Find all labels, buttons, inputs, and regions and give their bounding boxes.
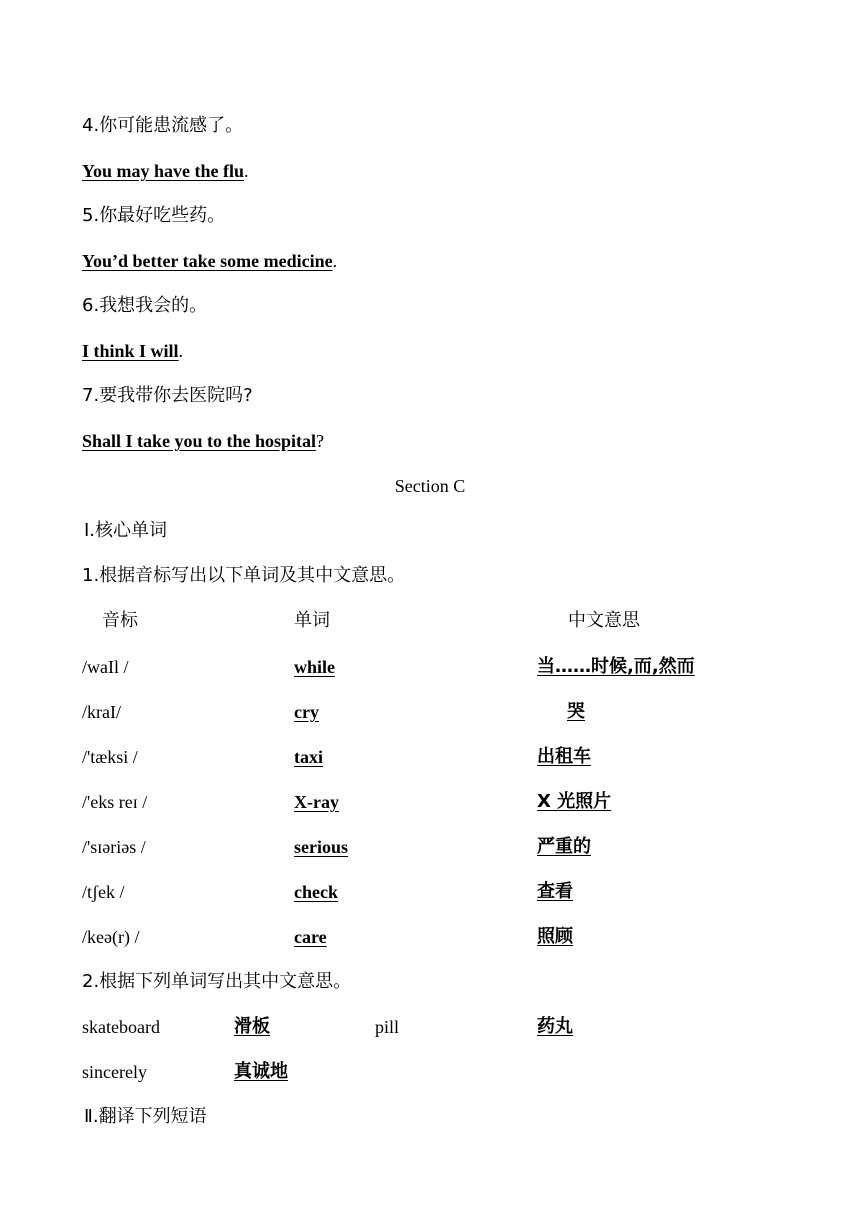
q2-meaning: 药丸 bbox=[537, 1016, 573, 1037]
sentence-5-end: . bbox=[332, 251, 338, 271]
sentence-5-prompt: 5.你最好吃些药。 bbox=[82, 205, 226, 226]
vocab-word: X-ray bbox=[294, 792, 339, 812]
vocab-phonetic: /keə(r) / bbox=[82, 927, 140, 947]
vocab-meaning: 当……时候,而,然而 bbox=[537, 656, 695, 677]
vocab-word: serious bbox=[294, 837, 348, 857]
q2-meaning: 真诚地 bbox=[234, 1061, 288, 1082]
vocab-phonetic: /'sɪəriəs / bbox=[82, 837, 146, 857]
vocab-meaning: 哭 bbox=[567, 701, 585, 722]
vocab-phonetic: /'tæksi / bbox=[82, 747, 138, 767]
vocab-meaning: X 光照片 bbox=[537, 791, 612, 812]
sentence-4-answer-line bbox=[82, 159, 249, 183]
q2-word: skateboard bbox=[82, 1017, 160, 1037]
section-title: Section C bbox=[394, 476, 466, 496]
vocab-phonetic: /tʃek / bbox=[82, 882, 125, 902]
q2-word: sincerely bbox=[82, 1062, 147, 1082]
sentence-7-answer-line bbox=[82, 429, 324, 453]
vocab-phonetic: /'eks reɪ / bbox=[82, 792, 148, 812]
part2-title: Ⅱ.翻译下列短语 bbox=[84, 1106, 207, 1127]
sentence-4-answer: You may have the flu bbox=[82, 161, 245, 181]
vocab-word: care bbox=[294, 927, 327, 947]
sentence-4-end: . bbox=[244, 161, 249, 181]
header-word: 单词 bbox=[294, 610, 330, 631]
sentence-5-answer-line bbox=[82, 249, 337, 273]
q2-meaning: 滑板 bbox=[234, 1016, 270, 1037]
vocab-phonetic: /waIl / bbox=[82, 657, 129, 677]
part1-title: Ⅰ.核心单词 bbox=[84, 520, 168, 541]
sentence-6-answer: I think I will bbox=[82, 341, 179, 361]
vocab-word: taxi bbox=[294, 747, 323, 767]
q2-word: pill bbox=[375, 1017, 400, 1037]
vocab-meaning: 出租车 bbox=[537, 746, 591, 767]
vocab-phonetic: /kraI/ bbox=[82, 702, 121, 722]
sentence-7-answer: Shall I take you to the hospital bbox=[82, 431, 317, 451]
q2-title: 2.根据下列单词写出其中文意思。 bbox=[82, 971, 352, 992]
sentence-4-prompt: 4.你可能患流感了。 bbox=[82, 115, 244, 136]
vocab-meaning: 照顾 bbox=[537, 926, 573, 947]
header-phonetic: 音标 bbox=[102, 610, 138, 631]
vocab-word: while bbox=[294, 657, 336, 677]
sentence-7-end: ? bbox=[316, 431, 325, 451]
sentence-6-end: . bbox=[178, 341, 184, 361]
vocab-word: cry bbox=[294, 702, 319, 722]
vocab-word: check bbox=[294, 882, 338, 902]
sentence-7-prompt: 7.要我带你去医院吗? bbox=[82, 385, 253, 406]
header-meaning: 中文意思 bbox=[568, 610, 640, 631]
vocab-meaning: 查看 bbox=[537, 881, 573, 902]
sentence-6-prompt: 6.我想我会的。 bbox=[82, 295, 208, 316]
sentence-6-answer-line bbox=[82, 339, 183, 363]
vocab-meaning: 严重的 bbox=[537, 836, 591, 857]
sentence-5-answer: You’d better take some medicine bbox=[82, 251, 333, 271]
q1-title: 1.根据音标写出以下单词及其中文意思。 bbox=[82, 565, 406, 586]
